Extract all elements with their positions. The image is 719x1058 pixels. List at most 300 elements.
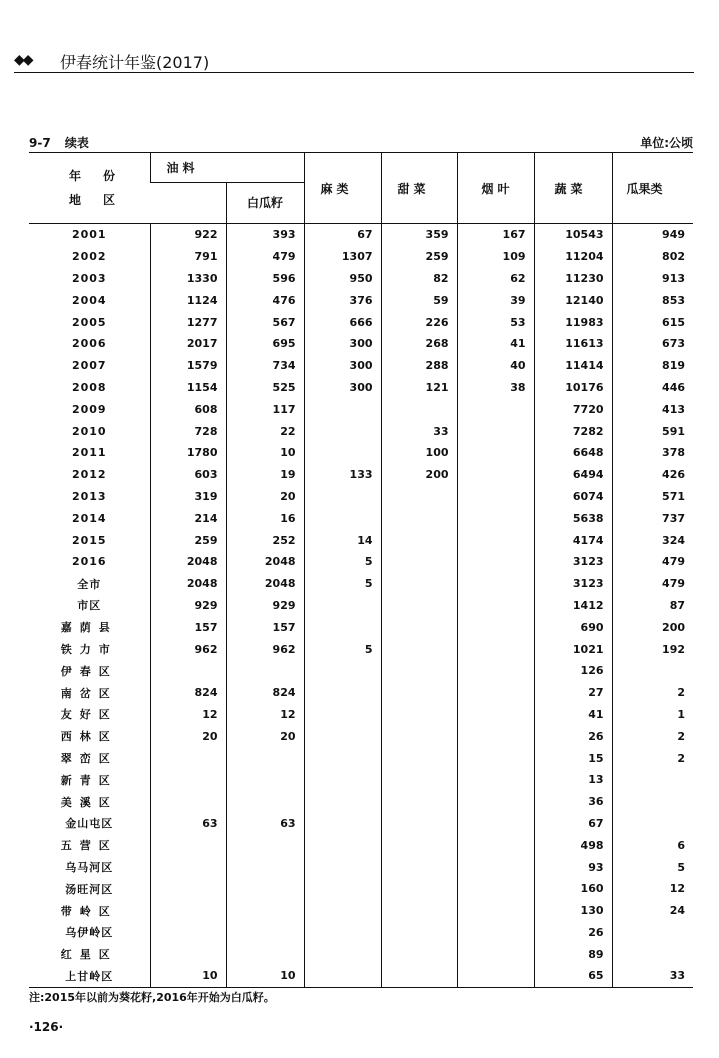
row-label: 翠峦区: [60, 752, 118, 766]
row-label: 2010: [71, 424, 107, 438]
row-label: 乌马河区: [65, 861, 114, 874]
table-cell: 571: [612, 486, 693, 508]
table-cell: [457, 965, 534, 987]
table-cell: 63: [226, 813, 304, 835]
table-row: [29, 420, 693, 442]
table-cell: 525: [226, 377, 304, 399]
row-label: 五营区: [60, 839, 118, 853]
table-cell: [304, 398, 381, 420]
table-cell: [381, 638, 457, 660]
table-cell: 10: [150, 965, 226, 987]
table-cell: [457, 704, 534, 726]
table-cell: 117: [226, 398, 304, 420]
row-label: 汤旺河区: [65, 882, 114, 896]
table-row: [29, 507, 693, 529]
table-cell: 359: [381, 224, 457, 246]
table-cell: 288: [381, 355, 457, 377]
table-cell: [457, 420, 534, 442]
table-cell: 1021: [534, 638, 612, 660]
table-cell: 11230: [534, 268, 612, 290]
row-label: 2006: [71, 337, 107, 351]
table-cell: 479: [612, 551, 693, 573]
table-cell: 5: [304, 573, 381, 595]
table-row: [29, 224, 693, 246]
table-cell: 1277: [150, 311, 226, 333]
table-cell: [304, 595, 381, 617]
table-cell: [150, 900, 226, 922]
row-label: 铁力市: [60, 643, 118, 657]
table-cell: 1579: [150, 355, 226, 377]
table-cell: [612, 943, 693, 965]
table-cell: [381, 922, 457, 944]
table-cell: 27: [534, 682, 612, 704]
table-cell: [304, 791, 381, 813]
table-cell: 62: [457, 268, 534, 290]
row-label: 上甘岭区: [29, 965, 150, 987]
table-cell: 603: [150, 464, 226, 486]
table-cell: 695: [226, 333, 304, 355]
page-number: ·126·: [29, 1020, 64, 1034]
table-cell: [304, 682, 381, 704]
table-cell: 38: [457, 377, 534, 399]
table-cell: 1154: [150, 377, 226, 399]
table-cell: 67: [304, 224, 381, 246]
table-row: [29, 595, 693, 617]
table-cell: 12: [612, 878, 693, 900]
table-cell: [612, 791, 693, 813]
table-cell: 157: [226, 616, 304, 638]
row-label: 西林区: [60, 730, 118, 744]
table-cell: [304, 878, 381, 900]
table-row: [29, 638, 693, 660]
table-cell: [226, 856, 304, 878]
row-label: 2001: [71, 228, 107, 242]
table-cell: [304, 943, 381, 965]
table-cell: [304, 660, 381, 682]
table-cell: 11613: [534, 333, 612, 355]
table-cell: 36: [534, 791, 612, 813]
table-cell: 300: [304, 355, 381, 377]
row-label: 美溪区: [60, 795, 118, 809]
table-cell: [381, 878, 457, 900]
table-cell: [457, 813, 534, 835]
table-cell: 4174: [534, 529, 612, 551]
table-cell: 962: [150, 638, 226, 660]
table-cell: 596: [226, 268, 304, 290]
table-cell: 93: [534, 856, 612, 878]
table-row: [29, 791, 693, 813]
table-row: [29, 377, 693, 399]
table-cell: 791: [150, 246, 226, 268]
table-cell: [457, 573, 534, 595]
table-cell: 226: [381, 311, 457, 333]
table-cell: [457, 442, 534, 464]
table-cell: 53: [457, 311, 534, 333]
table-cell: [226, 791, 304, 813]
table-cell: 608: [150, 398, 226, 420]
table-cell: 6494: [534, 464, 612, 486]
row-label: 南岔区: [60, 686, 118, 700]
table-cell: 10: [226, 442, 304, 464]
table-cell: 160: [534, 878, 612, 900]
row-label: 2014: [71, 511, 107, 525]
table-cell: 11204: [534, 246, 612, 268]
data-table: [29, 152, 693, 988]
table-row: [29, 878, 693, 900]
table-cell: [150, 660, 226, 682]
table-cell: 1: [612, 704, 693, 726]
table-cell: [304, 900, 381, 922]
table-row: [29, 464, 693, 486]
table-cell: [226, 769, 304, 791]
table-cell: 26: [534, 725, 612, 747]
table-row: [29, 704, 693, 726]
table-cell: [457, 769, 534, 791]
table-cell: [304, 769, 381, 791]
table-cell: 167: [457, 224, 534, 246]
table-cell: [457, 725, 534, 747]
table-cell: [381, 965, 457, 987]
row-label: 全市: [77, 577, 102, 591]
table-cell: [381, 900, 457, 922]
table-cell: [457, 551, 534, 573]
row-label: 新青区: [60, 773, 118, 787]
table-cell: [226, 834, 304, 856]
table-row: [29, 486, 693, 508]
table-cell: 63: [150, 813, 226, 835]
table-cell: 65: [534, 965, 612, 987]
table-cell: 913: [612, 268, 693, 290]
table-cell: 300: [304, 333, 381, 355]
table-cell: 2048: [226, 573, 304, 595]
table-cell: 121: [381, 377, 457, 399]
table-cell: 426: [612, 464, 693, 486]
table-cell: 690: [534, 616, 612, 638]
table-cell: [457, 464, 534, 486]
table-cell: [381, 747, 457, 769]
table-cell: [304, 747, 381, 769]
table-cell: 259: [381, 246, 457, 268]
table-number: 9-7: [29, 136, 51, 150]
row-label: 伊春区: [60, 664, 118, 678]
table-cell: [150, 922, 226, 944]
table-cell: 126: [534, 660, 612, 682]
table-cell: 728: [150, 420, 226, 442]
row-label: 嘉荫县: [60, 621, 118, 635]
table-cell: [381, 856, 457, 878]
table-row: [29, 660, 693, 682]
table-cell: 950: [304, 268, 381, 290]
col-melons-fruits: 瓜果类: [612, 153, 693, 224]
table-row: [29, 442, 693, 464]
table-cell: [150, 856, 226, 878]
table-cell: 14: [304, 529, 381, 551]
table-cell: 413: [612, 398, 693, 420]
table-cell: 962: [226, 638, 304, 660]
table-row: [29, 834, 693, 856]
table-cell: 252: [226, 529, 304, 551]
table-cell: 929: [150, 595, 226, 617]
table-cell: 26: [534, 922, 612, 944]
col-white-melon-seed: 白瓜籽: [226, 182, 304, 223]
table-row: [29, 355, 693, 377]
table-cell: 5: [612, 856, 693, 878]
table-cell: 591: [612, 420, 693, 442]
table-cell: 300: [304, 377, 381, 399]
col-vegetables: 蔬菜: [534, 153, 612, 224]
table-cell: 479: [226, 246, 304, 268]
table-cell: [304, 420, 381, 442]
table-row: [29, 616, 693, 638]
table-cell: 393: [226, 224, 304, 246]
table-cell: 3123: [534, 551, 612, 573]
table-cell: 82: [381, 268, 457, 290]
header-rule: [14, 72, 694, 73]
table-row: [29, 311, 693, 333]
table-cell: 12140: [534, 289, 612, 311]
table-cell: 666: [304, 311, 381, 333]
table-cell: 39: [457, 289, 534, 311]
table-row: [29, 747, 693, 769]
table-cell: [226, 900, 304, 922]
table-cell: [226, 943, 304, 965]
table-cell: 59: [381, 289, 457, 311]
table-row: [29, 289, 693, 311]
corner-header: [29, 153, 150, 224]
table-cell: 11414: [534, 355, 612, 377]
table-cell: 15: [534, 747, 612, 769]
row-label: 2016: [71, 555, 107, 569]
table-cell: 319: [150, 486, 226, 508]
table-cell: [457, 486, 534, 508]
table-row: [29, 333, 693, 355]
table-cell: [304, 922, 381, 944]
table-cell: 2: [612, 747, 693, 769]
table-row: [29, 900, 693, 922]
table-cell: 1330: [150, 268, 226, 290]
table-cell: [304, 965, 381, 987]
table-cell: 6: [612, 834, 693, 856]
table-cell: 1307: [304, 246, 381, 268]
table-cell: 7720: [534, 398, 612, 420]
table-cell: 24: [612, 900, 693, 922]
table-cell: 615: [612, 311, 693, 333]
table-cell: [304, 486, 381, 508]
table-row: [29, 813, 693, 835]
table-row: [29, 246, 693, 268]
table-cell: 11983: [534, 311, 612, 333]
table-cell: [304, 442, 381, 464]
table-cell: 130: [534, 900, 612, 922]
table-cell: [381, 486, 457, 508]
table-cell: [381, 769, 457, 791]
table-row: [29, 398, 693, 420]
table-cell: [612, 769, 693, 791]
table-cell: 2: [612, 725, 693, 747]
table-cell: [226, 878, 304, 900]
table-cell: [150, 747, 226, 769]
book-title: 伊春统计年鉴(2017): [60, 53, 210, 72]
table-cell: [381, 813, 457, 835]
table-cell: [226, 747, 304, 769]
table-cell: [150, 878, 226, 900]
table-cell: [226, 922, 304, 944]
table-cell: [381, 791, 457, 813]
corner-year-label: 年份: [69, 169, 138, 183]
table-cell: 1124: [150, 289, 226, 311]
table-cell: 819: [612, 355, 693, 377]
table-cell: 10176: [534, 377, 612, 399]
table-cell: 824: [150, 682, 226, 704]
row-label: 2015: [71, 533, 107, 547]
table-cell: 200: [381, 464, 457, 486]
table-row: [29, 922, 693, 944]
table-row: [29, 268, 693, 290]
table-cell: [304, 725, 381, 747]
table-cell: [457, 638, 534, 660]
table-cell: [381, 595, 457, 617]
row-label: 2012: [71, 468, 107, 482]
col-hemp: 麻类: [304, 153, 381, 224]
diamond-bullet-icon: ◆◆: [14, 52, 32, 68]
table-cell: 133: [304, 464, 381, 486]
table-cell: 12: [150, 704, 226, 726]
table-cell: [381, 943, 457, 965]
table-cell: 5638: [534, 507, 612, 529]
table-cell: [457, 398, 534, 420]
table-cell: [381, 507, 457, 529]
table-cell: 929: [226, 595, 304, 617]
table-cell: 479: [612, 573, 693, 595]
table-cell: 673: [612, 333, 693, 355]
table-caption: [29, 134, 89, 151]
table-cell: 16: [226, 507, 304, 529]
table-cell: 67: [534, 813, 612, 835]
table-cell: 10: [226, 965, 304, 987]
table-cell: 20: [150, 725, 226, 747]
table-cell: [381, 725, 457, 747]
table-cell: 824: [226, 682, 304, 704]
table-row: [29, 943, 693, 965]
row-label: 2003: [71, 271, 107, 285]
table-cell: [150, 834, 226, 856]
table-cell: 3123: [534, 573, 612, 595]
table-cell: 20: [226, 725, 304, 747]
table-cell: 7282: [534, 420, 612, 442]
table-cell: [457, 856, 534, 878]
unit-label: 单位:公顷: [640, 136, 693, 150]
table-cell: [304, 813, 381, 835]
table-cell: 949: [612, 224, 693, 246]
table-cell: [612, 813, 693, 835]
table-cell: 2048: [226, 551, 304, 573]
table-cell: [457, 834, 534, 856]
table-cell: 192: [612, 638, 693, 660]
table-cell: 567: [226, 311, 304, 333]
table-cell: 2: [612, 682, 693, 704]
row-label: 友好区: [60, 708, 118, 722]
table-cell: 40: [457, 355, 534, 377]
table-cell: [381, 660, 457, 682]
row-label: 红星区: [60, 948, 118, 962]
row-label: 2005: [71, 315, 107, 329]
table-cell: [457, 900, 534, 922]
row-label: 2011: [71, 446, 107, 460]
table-cell: 10543: [534, 224, 612, 246]
table-cell: 1780: [150, 442, 226, 464]
table-cell: 12: [226, 704, 304, 726]
table-row: [29, 529, 693, 551]
table-cell: [457, 791, 534, 813]
table-cell: 2048: [150, 573, 226, 595]
table-cell: 100: [381, 442, 457, 464]
table-cell: 157: [150, 616, 226, 638]
table-cell: 20: [226, 486, 304, 508]
table-cell: [457, 595, 534, 617]
table-cell: [457, 507, 534, 529]
row-label: 2013: [71, 489, 107, 503]
row-label: 2009: [71, 402, 107, 416]
row-label: 带岭区: [60, 904, 118, 918]
table-row: [29, 682, 693, 704]
table-cell: 268: [381, 333, 457, 355]
table-row: [29, 725, 693, 747]
table-cell: [457, 616, 534, 638]
row-label: 市区: [77, 599, 102, 613]
table-cell: [381, 704, 457, 726]
table-cell: 19: [226, 464, 304, 486]
table-cell: [226, 660, 304, 682]
table-cell: [304, 616, 381, 638]
table-cell: 89: [534, 943, 612, 965]
table-cell: 33: [612, 965, 693, 987]
table-name: 续表: [64, 136, 89, 150]
table-cell: 200: [612, 616, 693, 638]
table-cell: 734: [226, 355, 304, 377]
table-cell: [304, 704, 381, 726]
table-cell: 259: [150, 529, 226, 551]
table-row: [29, 965, 693, 987]
table-cell: [457, 529, 534, 551]
table-cell: [381, 616, 457, 638]
col-oilseed-blank: [150, 182, 226, 223]
table-cell: [457, 878, 534, 900]
row-label: 2008: [71, 380, 107, 394]
table-cell: [381, 398, 457, 420]
col-oilseed: 油料: [150, 153, 304, 183]
table-cell: [304, 856, 381, 878]
table-row: [29, 856, 693, 878]
table-cell: 5: [304, 551, 381, 573]
col-tobacco: 烟叶: [457, 153, 534, 224]
table-cell: 41: [534, 704, 612, 726]
table-cell: 853: [612, 289, 693, 311]
table-cell: 1412: [534, 595, 612, 617]
table-cell: 109: [457, 246, 534, 268]
table-cell: 446: [612, 377, 693, 399]
table-cell: 33: [381, 420, 457, 442]
table-cell: 87: [612, 595, 693, 617]
row-label: 金山屯区: [65, 817, 114, 831]
table-cell: [381, 529, 457, 551]
row-label: 2007: [71, 359, 107, 373]
table-cell: [381, 573, 457, 595]
table-cell: [457, 660, 534, 682]
table-cell: [304, 834, 381, 856]
table-cell: 376: [304, 289, 381, 311]
table-row: [29, 769, 693, 791]
table-cell: [381, 551, 457, 573]
